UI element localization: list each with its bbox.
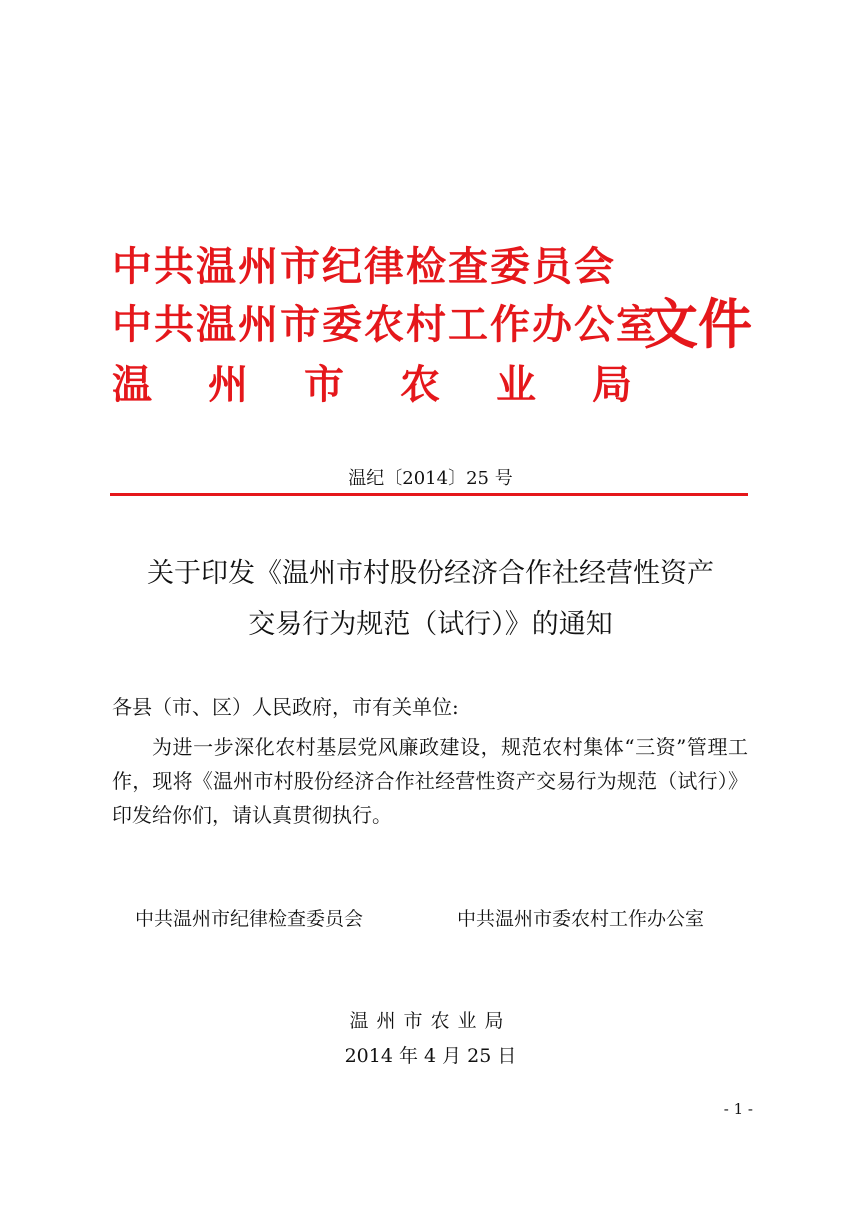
issuer-char: 业: [496, 362, 536, 408]
issuer-char: 市: [304, 362, 344, 408]
salutation: 各县（市、区）人民政府，市有关单位:: [112, 695, 459, 719]
signature-bottom: 温州市农业局: [349, 1010, 512, 1032]
page-number: - 1 -: [723, 1100, 753, 1118]
document-title-line-2: 交易行为规范（试行）》的通知: [248, 609, 613, 640]
issuer-char: 温: [112, 362, 152, 408]
issuer-rural-work-office: 中共温州市委农村工作办公室: [112, 302, 658, 348]
signature-right: 中共温州市委农村工作办公室: [457, 908, 705, 930]
issuer-agriculture-bureau: [112, 358, 632, 412]
document-title-line-1: 关于印发《温州市村股份经济合作社经营性资产: [147, 558, 714, 589]
issuer-discipline-commission: 中共温州市纪律检查委员会: [112, 244, 616, 290]
issuer-char: 局: [592, 362, 632, 408]
issuer-char: 州: [208, 362, 248, 408]
issuer-char: 农: [400, 362, 440, 408]
document-label: 文件: [644, 293, 752, 356]
signature-left: 中共温州市纪律检查委员会: [135, 908, 364, 930]
red-divider-line: [110, 493, 748, 496]
issue-date: 2014 年 4 月 25 日: [344, 1045, 517, 1067]
body-paragraph: 为进一步深化农村基层党风廉政建设，规范农村集体“三资”管理工作，现将《温州市村股份经济合作社经营性资产交易行为规范（试行）》印发给你们，请认真贯彻执行。: [112, 735, 748, 827]
document-number: 温纪〔2014〕25 号: [348, 468, 513, 489]
